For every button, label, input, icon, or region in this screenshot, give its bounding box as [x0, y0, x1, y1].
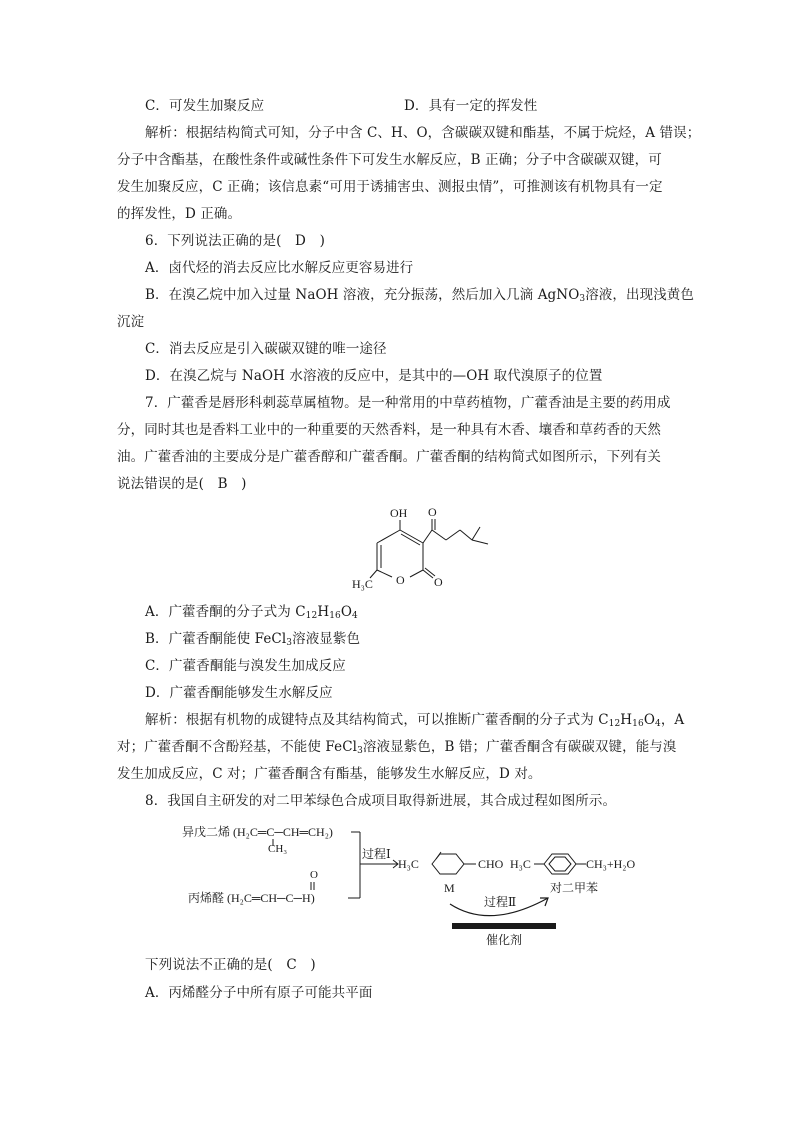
analysis-5-line-3: 发生加聚反应，C 正确；该信息素“可用于诱捕害虫、测报虫情”，可推测该有机物具有一定: [117, 179, 663, 195]
q6-option-d: D．在溴乙烷与 NaOH 水溶液的反应中，是其中的—OH 取代溴原子的位置: [145, 368, 603, 384]
q7-option-d: D．广藿香酮能够发生水解反应: [145, 685, 333, 701]
acrolein-label: 丙烯醛 (H₂C═CH─C─H): [188, 891, 315, 905]
analysis-5-line-4: 的挥发性，D 正确。: [117, 206, 242, 222]
q7-option-c: C．广藿香酮能与溴发生加成反应: [145, 658, 346, 674]
px-name-label: 对二甲苯: [550, 881, 599, 895]
q6-option-a: A．卤代烃的消去反应比水解反应更容易进行: [145, 260, 414, 276]
ring-o-label: O: [396, 573, 405, 587]
hydroxyl-label: OH: [390, 506, 408, 520]
lactone-o-label: O: [434, 575, 443, 589]
analysis-7-line-3: 发生加成反应，C 对；广藿香酮含有酯基，能够发生水解反应，D 对。: [117, 766, 542, 782]
px-methyl-left-label: H₃C: [510, 857, 531, 871]
m-ring: [432, 852, 476, 874]
catalyst-label: 催化剂: [486, 933, 523, 947]
synthesis-scheme: [170, 812, 690, 952]
m-aldehyde-label: CHO: [478, 857, 504, 871]
q6-option-b-cont: 沉淀: [117, 314, 145, 330]
step-1-label: 过程Ⅰ: [362, 847, 391, 861]
methyl-label: H₃C: [352, 577, 373, 591]
isoprene-methyl-label: CH₃: [268, 843, 288, 855]
analysis-5-line-2: 分子中含酯基，在酸性条件或碱性条件下可发生水解反应，B 正确；分子中含碳碳双键，可: [117, 152, 662, 168]
option-d: D．具有一定的挥发性: [404, 98, 538, 114]
q6-option-b: B．在溴乙烷中加入过量 NaOH 溶液，充分振荡，然后加入几滴 AgNO$_3$溶液，出现浅黄色: [145, 287, 695, 304]
q7-option-a: A．广藿香酮的分子式为 $C_{12}H_{16}O_4$: [145, 604, 358, 621]
q8-option-a: A．丙烯醛分子中所有原子可能共平面: [145, 985, 373, 1001]
q7-option-b: B．广藿香酮能使 FeCl$_3$溶液显紫色: [145, 631, 361, 648]
acrolein-oxygen-label: O: [310, 869, 318, 881]
analysis-7-line-2: 对；广藿香酮不含酚羟基，不能使 FeCl$_3$溶液显紫色，B 错；广藿香酮含有碳碳双键，能与溴: [117, 739, 677, 756]
question-7-line-1: 7．广藿香是唇形科刺蕊草属植物。是一种常用的中草药植物，广藿香油是主要的药用成: [145, 395, 671, 411]
analysis-7-line-1: 解析：根据有机物的成键特点及其结构简式，可以推断广藿香酮的分子式为 $C_{12}H_{16}O_4$，A: [145, 712, 685, 729]
isoprene-label: 异戊二烯 (H₂C═C─CH═CH₂): [182, 825, 333, 839]
question-7-line-2: 分，同时其也是香料工业中的一种重要的天然香料，是一种具有木香、壤香和草药香的天然: [117, 422, 661, 438]
question-7-line-3: 油。广藿香油的主要成分是广藿香醇和广藿香酮。广藿香酮的结构简式如图所示，下列有关: [117, 449, 661, 465]
px-methyl-right-label: CH₃+H₂O: [586, 857, 636, 871]
catalyst-bar: [452, 923, 556, 929]
m-label: M: [444, 881, 455, 895]
pogostone-structure: [340, 500, 500, 595]
m-methyl-label: H₃C: [398, 857, 419, 871]
question-6: 6．下列说法正确的是( D ): [145, 233, 325, 249]
option-c: C．可发生加聚反应: [145, 98, 265, 114]
question-8-prompt: 下列说法不正确的是( C ): [145, 957, 316, 973]
q6-option-c: C．消去反应是引入碳碳双键的唯一途径: [145, 341, 387, 357]
px-ring: [534, 854, 586, 874]
ketone-o-label: O: [428, 505, 437, 519]
question-8: 8．我国自主研发的对二甲苯绿色合成项目取得新进展，其合成过程如图所示。: [145, 793, 617, 809]
step-2-label: 过程Ⅱ: [484, 895, 517, 909]
analysis-5-line-1: 解析：根据结构简式可知，分子中含 C、H、O，含碳碳双键和酯基，不属于烷烃，A 错误；: [145, 125, 701, 141]
question-7-line-4: 说法错误的是( B ): [117, 476, 247, 492]
